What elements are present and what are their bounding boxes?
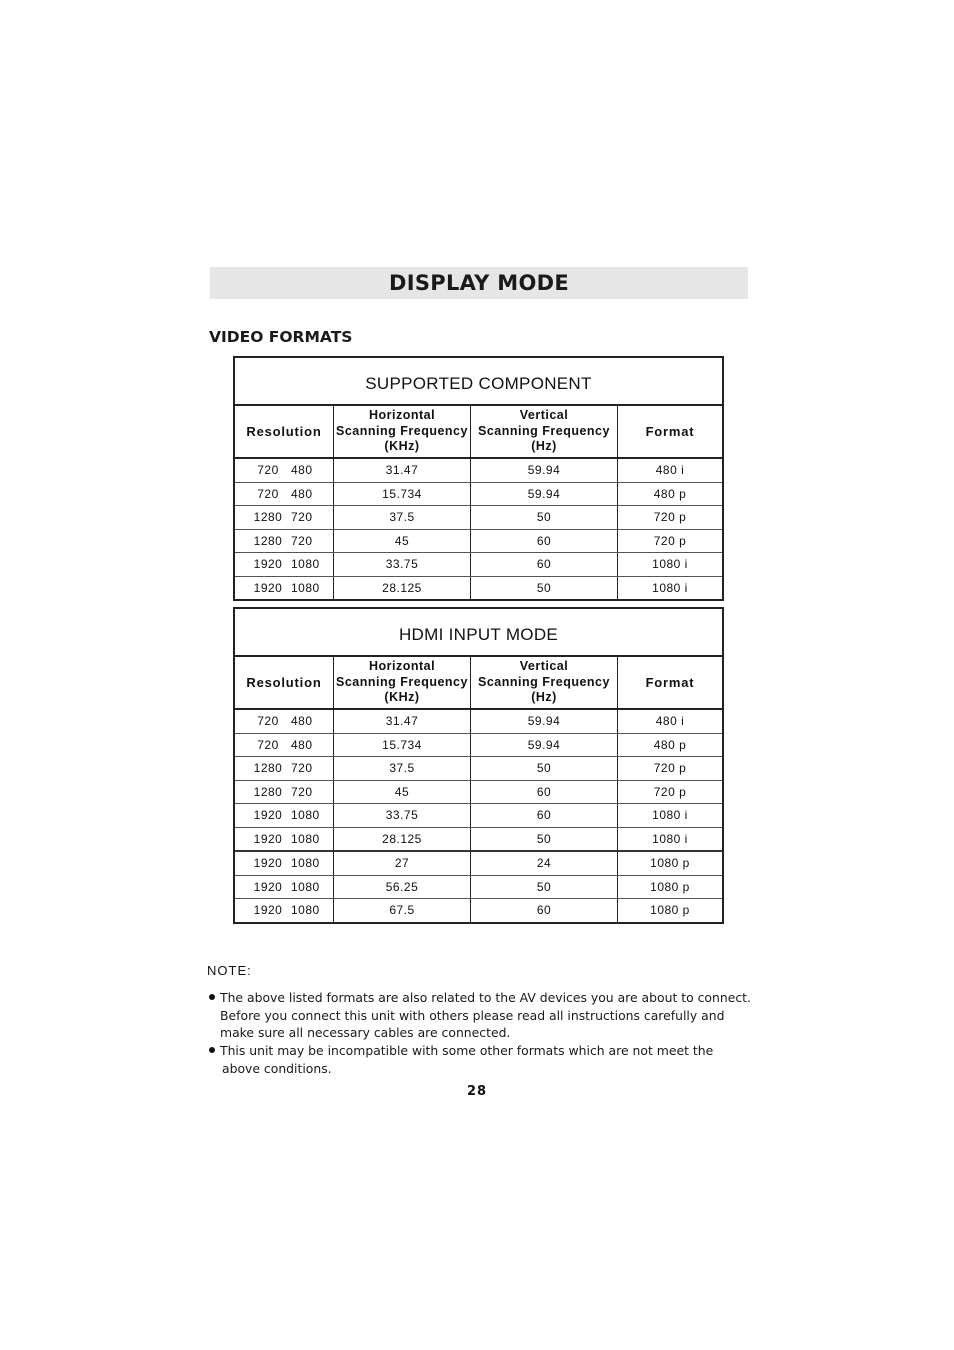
cell-vertical-frequency: 59.94 — [471, 459, 618, 482]
cell-width: 1920 — [253, 879, 283, 894]
cell-format: 1080 p — [650, 856, 690, 871]
header-format: Format — [645, 423, 695, 439]
table-row — [235, 804, 722, 828]
cell-width: 1280 — [253, 784, 283, 799]
table-row — [235, 483, 722, 507]
cell-width: 1280 — [253, 533, 283, 548]
page-title: DISPLAY MODE — [388, 271, 570, 295]
cell-height: 1080 — [291, 831, 320, 846]
table-caption: SUPPORTED COMPONENT — [235, 358, 722, 406]
cell-height: 720 — [291, 533, 313, 548]
cell-width: 720 — [257, 463, 279, 478]
cell-resolution — [235, 804, 334, 827]
cell-width: 1920 — [253, 856, 283, 871]
cell-width: 1920 — [253, 557, 283, 572]
cell-format: 720 p — [653, 784, 687, 799]
cell-format: 1080 i — [652, 808, 688, 823]
cell-resolution — [235, 899, 334, 922]
cell-format: 480 p — [653, 737, 687, 752]
cell-format: 1080 p — [650, 903, 690, 918]
cell-format: 1080 i — [652, 557, 688, 572]
header-vertical-frequency: Vertical Scanning Frequency (Hz) — [471, 406, 618, 457]
table-row — [235, 899, 722, 922]
supported-component-table — [233, 356, 724, 601]
cell-horizontal-frequency: 15.734 — [334, 483, 471, 506]
cell-vertical-frequency: 60 — [471, 804, 618, 827]
cell-vertical-frequency: 60 — [471, 899, 618, 922]
table-row — [235, 577, 722, 600]
cell-vertical-frequency: 59.94 — [471, 483, 618, 506]
table-row — [235, 852, 722, 876]
cell-horizontal-frequency: 28.125 — [334, 828, 471, 851]
cell-vertical-frequency: 60 — [471, 553, 618, 576]
header-resolution: Resolution — [235, 657, 334, 708]
header-format: Format — [645, 674, 695, 690]
cell-vertical-frequency: 50 — [471, 828, 618, 851]
cell-height: 480 — [291, 463, 313, 478]
cell-height: 480 — [291, 737, 313, 752]
cell-format: 480 i — [655, 463, 685, 478]
bullet-icon — [209, 994, 215, 1000]
page-number: 28 — [466, 1084, 488, 1099]
table-row — [235, 876, 722, 900]
note-item-1: The above listed formats are also related to the AV devices you are about to connect. Before you connect this unit with others please read all instructions carefully and make sure all necessary cables are connected. — [209, 989, 769, 1042]
cell-resolution — [235, 852, 334, 875]
cell-vertical-frequency: 24 — [471, 852, 618, 875]
header-horizontal-frequency: Horizontal Scanning Frequency (KHz) — [334, 657, 471, 708]
cell-horizontal-frequency: 37.5 — [334, 757, 471, 780]
cell-resolution — [235, 781, 334, 804]
table-row — [235, 710, 722, 734]
header-vertical-frequency: Vertical Scanning Frequency (Hz) — [471, 657, 618, 708]
cell-resolution — [235, 483, 334, 506]
table-row — [235, 459, 722, 483]
cell-format: 720 p — [653, 761, 687, 776]
cell-horizontal-frequency: 31.47 — [334, 459, 471, 482]
cell-horizontal-frequency: 33.75 — [334, 804, 471, 827]
cell-format: 720 p — [653, 533, 687, 548]
table-row — [235, 506, 722, 530]
cell-height: 1080 — [291, 808, 320, 823]
cell-resolution — [235, 506, 334, 529]
cell-vertical-frequency: 50 — [471, 506, 618, 529]
cell-height: 720 — [291, 784, 313, 799]
cell-vertical-frequency: 50 — [471, 757, 618, 780]
cell-vertical-frequency: 50 — [471, 876, 618, 899]
cell-vertical-frequency: 59.94 — [471, 710, 618, 733]
note-item-2: This unit may be incompatible with some other formats which are not meet the above conditions. — [209, 1042, 769, 1077]
cell-height: 480 — [291, 714, 313, 729]
cell-width: 1920 — [253, 580, 283, 595]
header-resolution: Resolution — [235, 406, 334, 457]
cell-width: 1920 — [253, 808, 283, 823]
cell-resolution — [235, 459, 334, 482]
cell-width: 1920 — [253, 831, 283, 846]
cell-horizontal-frequency: 28.125 — [334, 577, 471, 600]
table-row — [235, 530, 722, 554]
table-caption: HDMI INPUT MODE — [235, 609, 722, 657]
table-row — [235, 757, 722, 781]
cell-horizontal-frequency: 56.25 — [334, 876, 471, 899]
cell-format: 480 p — [653, 486, 687, 501]
table-header-row — [235, 657, 722, 710]
cell-horizontal-frequency: 27 — [334, 852, 471, 875]
table-row — [235, 828, 722, 853]
cell-resolution — [235, 530, 334, 553]
cell-format: 1080 i — [652, 831, 688, 846]
table-row — [235, 781, 722, 805]
cell-format: 1080 i — [652, 580, 688, 595]
cell-resolution — [235, 757, 334, 780]
cell-vertical-frequency: 59.94 — [471, 734, 618, 757]
cell-horizontal-frequency: 45 — [334, 781, 471, 804]
cell-resolution — [235, 710, 334, 733]
cell-height: 1080 — [291, 903, 320, 918]
cell-format: 720 p — [653, 510, 687, 525]
cell-vertical-frequency: 50 — [471, 577, 618, 600]
cell-width: 720 — [257, 714, 279, 729]
cell-resolution — [235, 577, 334, 600]
cell-width: 1280 — [253, 761, 283, 776]
cell-vertical-frequency: 60 — [471, 530, 618, 553]
header-horizontal-frequency: Horizontal Scanning Frequency (KHz) — [334, 406, 471, 457]
cell-height: 1080 — [291, 879, 320, 894]
hdmi-input-mode-table — [233, 607, 724, 924]
cell-width: 1920 — [253, 903, 283, 918]
table-row — [235, 553, 722, 577]
note-label: NOTE: — [207, 963, 252, 978]
cell-horizontal-frequency: 37.5 — [334, 506, 471, 529]
cell-height: 1080 — [291, 580, 320, 595]
cell-width: 720 — [257, 737, 279, 752]
cell-resolution — [235, 734, 334, 757]
bullet-icon — [209, 1047, 215, 1053]
cell-width: 1280 — [253, 510, 283, 525]
cell-height: 480 — [291, 486, 313, 501]
cell-resolution — [235, 828, 334, 851]
cell-horizontal-frequency: 67.5 — [334, 899, 471, 922]
title-banner — [210, 267, 748, 299]
cell-width: 720 — [257, 486, 279, 501]
cell-horizontal-frequency: 31.47 — [334, 710, 471, 733]
table-header-row — [235, 406, 722, 459]
cell-resolution — [235, 553, 334, 576]
cell-horizontal-frequency: 15.734 — [334, 734, 471, 757]
cell-resolution — [235, 876, 334, 899]
cell-horizontal-frequency: 33.75 — [334, 553, 471, 576]
cell-height: 1080 — [291, 856, 320, 871]
cell-vertical-frequency: 60 — [471, 781, 618, 804]
section-title: VIDEO FORMATS — [209, 328, 353, 346]
cell-height: 720 — [291, 761, 313, 776]
cell-format: 480 i — [655, 714, 685, 729]
table-row — [235, 734, 722, 758]
cell-horizontal-frequency: 45 — [334, 530, 471, 553]
cell-height: 1080 — [291, 557, 320, 572]
cell-height: 720 — [291, 510, 313, 525]
cell-format: 1080 p — [650, 879, 690, 894]
